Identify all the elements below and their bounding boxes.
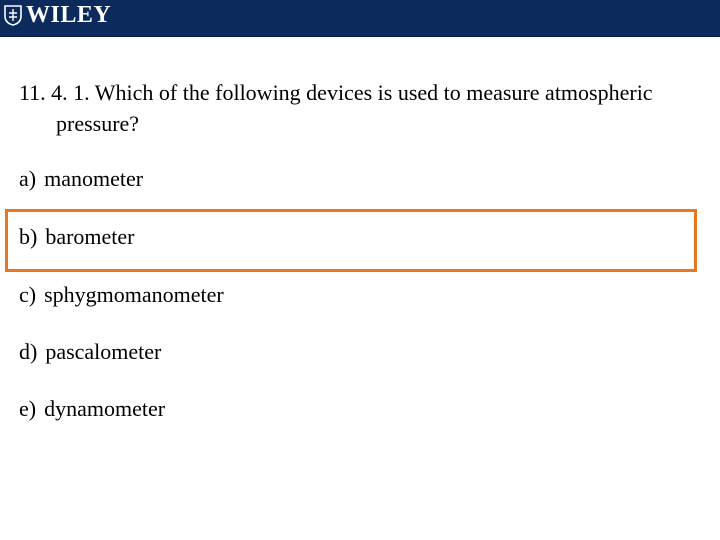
question-line-1: 11. 4. 1. Which of the following devices is used to measure atmospheric: [19, 80, 653, 105]
option-a: [19, 166, 143, 192]
option-text: dynamometer: [44, 396, 166, 421]
option-e: [19, 396, 165, 422]
option-letter: c): [19, 282, 37, 307]
option-d: [19, 339, 161, 365]
option-c: [19, 282, 224, 308]
option-letter: b): [19, 224, 38, 249]
option-text: manometer: [44, 166, 144, 191]
option-letter: e): [19, 396, 37, 421]
header-bar: [0, 0, 720, 37]
option-b: [19, 224, 135, 250]
wiley-logo: [2, 2, 111, 28]
option-text: sphygmomanometer: [44, 282, 224, 307]
wiley-emblem-icon: [2, 4, 24, 26]
option-text: barometer: [45, 224, 135, 249]
option-letter: a): [19, 166, 37, 191]
option-letter: d): [19, 339, 38, 364]
option-text: pascalometer: [45, 339, 162, 364]
question-text: [19, 77, 709, 139]
question-line-2: pressure?: [56, 111, 140, 136]
logo-text: WILEY: [26, 2, 112, 28]
